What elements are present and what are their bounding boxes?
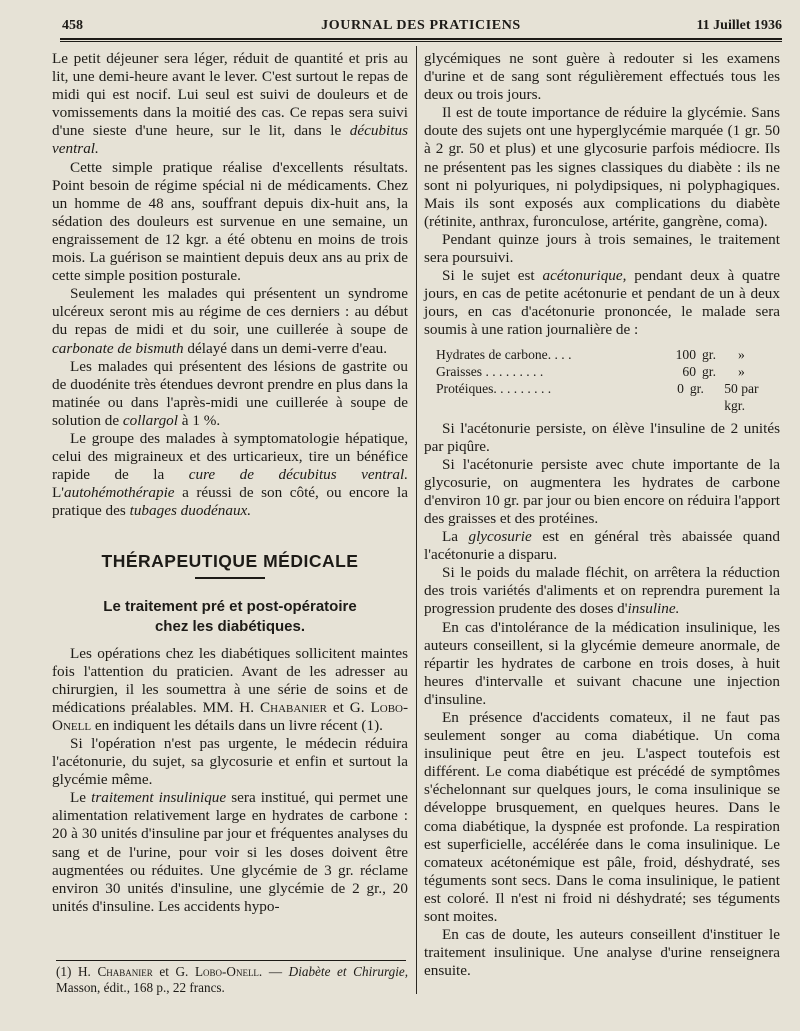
ration-extra: 50 par kgr. [724,380,759,413]
author-name: Lobo-Onell [52,698,409,734]
ration-extra: » [738,363,745,379]
paragraph [52,735,408,789]
journal-title: JOURNAL DES PRATICIENS [321,18,521,33]
book-title: Diabète et Chirurgie, [288,964,409,979]
text: Si l'opération n'est pas urgente, le médecin réduira l'acétonurie, du sujet, sa glycosurie et enfin et surtout la glycémie même. [52,735,408,789]
ration-label: Hydrates de carbone. . . . [436,346,572,362]
text: Seulement les malades qui présentent un syndrome ulcéreux seront mis au régime de ces derniers : au début du repas de midi et du soir, une cuillerée à soupe de [52,285,408,339]
ration-row [436,363,780,380]
text: (1) H. [56,964,91,979]
header-rule [60,38,782,40]
running-header [60,14,782,38]
text: Les malades qui présentent des lésions de gastrite ou de duodénite très étendues devront prendre en plus dans la matinée ou dans l'après-midi une cuillerée à soupe de solution de [52,357,408,429]
text: Si l'acétonurie persiste avec chute importante de la glycosurie, on augmentera les hydrates de carbone d'environ 10 gr. par jour ou bien encore on réduira l'apport des graisses et des protéines. [424,455,780,527]
footnote [56,964,408,996]
ration-row [436,380,780,414]
emphasis: autohémothérapie [64,484,175,502]
section-rule [195,577,265,579]
ration-value: 0 [677,380,684,396]
text: délayé dans un demi-verre d'eau. [187,339,388,357]
ration-row [436,346,780,363]
paragraph [424,104,780,231]
ration-table [436,346,780,414]
emphasis: tubages duodénaux. [129,502,252,520]
paragraph [424,50,780,104]
text: sera institué, qui permet une alimentation relativement large en hydrates de carbone : 20 à 30 unités d'insuline par jour et fréquentes analyses du sang et de l'urine, pour voir si les doses doivent être augmentées ou réduites. Une glycémie de 3 gr. réclame environ 30 unités d'insuline, une glycémie de 2 gr., 20 unités d'insuline. Les accidents hypo- [52,789,409,915]
text: Si le poids du malade fléchit, on arrêtera la réduction des trois variétés d'aliments et on reprendra purement la progression prudente des doses d' [424,564,780,618]
paragraph [424,926,780,980]
article-title-line: chez les diabétiques. [154,617,306,635]
text: pendant deux à quatre jours, en cas de petite acétonurie et pendant de un à deux jours, en cas d'acétonurie prononcée, le malade sera soumis à une ration journalière de : [424,267,781,339]
right-column [424,50,780,980]
ration-extra: » [738,346,745,362]
ration-value: 100 [675,346,696,362]
emphasis: carbonate de bismuth [52,339,184,357]
emphasis: glycosurie [468,528,532,546]
text: La [442,528,459,546]
text: Les opérations chez les diabétiques sollicitent maintes fois l'attention du praticien. Avant de les adresser au chirurgien, il les soumettra à une série de soins et de médications préalables. MM. H. [52,644,408,716]
section-heading: THÉRAPEUTIQUE MÉDICALE [101,551,359,572]
paragraph [52,645,408,735]
text: et G. [332,698,365,716]
text: et G. [159,964,189,979]
paragraph [424,564,780,618]
text: Masson, édit., 168 p., 22 francs. [56,980,225,995]
page-number: 458 [62,18,83,33]
text: Le [70,789,87,807]
paragraph [52,358,408,430]
ration-label: Graisses . . . . . . . . . [436,363,544,379]
text: Si le sujet est [442,267,535,285]
left-column [52,50,408,916]
emphasis: traitement insulinique [91,789,227,807]
article-title-line: Le traitement pré et post-opératoire [103,597,357,615]
text: L' [52,484,65,502]
article-title [52,597,408,637]
text: en indiquent les détails dans un livre récent (1). [94,716,383,734]
emphasis: collargol [122,411,178,429]
paragraph [424,709,780,926]
paragraph [424,528,780,564]
text: a réussi de son côté, ou encore la pratique des [52,484,408,520]
text: Cette simple pratique réalise d'excellents résultats. Point besoin de régime spécial ni de médicaments. Chez un homme de 48 ans, souffrant depuis dix-huit ans, la sédation des douleurs est survenue en une semaine, un engraissement de 12 kgr. a été obtenu en moins de trois mois. La guérison se maintient depuis deux ans au prix de cette simple position posturale. [52,158,408,285]
text: — [268,964,283,979]
paragraph [52,430,408,520]
paragraph [424,420,780,456]
text: En cas de doute, les auteurs conseillent d'instituer le traitement insulinique. Une analyse d'urine renseignera ensuite. [424,926,780,980]
ration-unit: gr. [702,346,716,362]
text: glycémiques ne sont guère à redouter si les examens d'urine et de sang sont régulièrement effectués tous les deux ou trois jours. [424,50,780,104]
footnote-rule [56,960,406,961]
author-name: Lobo-Onell. [194,964,263,979]
text: Le groupe des malades à symptomatologie hépatique, celui des migraineux et des urticarieux, tire un bénéfice rapide de la [52,429,408,484]
text: à 1 %. [181,411,221,429]
text: est en général très abaissée quand l'acétonurie a disparu. [424,528,780,564]
header-rule-thin [60,41,782,42]
text: Si l'acétonurie persiste, on élève l'insuline de 2 unités par piqûre. [424,419,780,455]
text: En présence d'accidents comateux, il ne faut pas seulement songer au coma diabétique. Un coma insulinique peut être en jeu. L'aspect toutefois est différent. Le coma diabétique est précédé de symptômes s'échelonnant sur quelques jours, le coma insulinique se développe brusquement, en quelques heures. Dans le coma diabétique, la dyspnée est profonde. La respiration est superficielle, accélérée dans le coma insulinique. Le comateux acétonémique est pâle, froid, déshydraté, ses téguments sont secs. Dans le coma insulinique, le patient est coloré. Il n'est ni froid ni déshydraté; ses téguments sont moites. [424,709,780,926]
paragraph [52,789,408,916]
author-name: Chabanier [97,964,153,979]
author-name: Chabanier [260,698,327,716]
paragraph [424,231,780,267]
emphasis: acétonurique, [542,267,627,285]
ration-unit: gr. [702,363,716,379]
paragraph [52,159,408,286]
paragraph [52,50,408,159]
ration-unit: gr. [689,380,704,396]
emphasis: décubitus ventral. [52,122,409,158]
paragraph [424,267,780,339]
text: En cas d'intolérance de la médication insulinique, les auteurs conseillent, si la glycémie demeure anormale, de répartir les hydrates de carbone en trois doses, à huit heures d'intervalle et suivant chacune une injection d'insuline. [424,618,780,708]
paragraph [424,456,780,528]
text: Le petit déjeuner sera léger, réduit de quantité et pris au lit, une demi-heure avant le lever. C'est surtout le repas de midi qui est nocif. Lui seul est suivi de douleurs et de vomissements dans la moitié des cas. Ce repas sera suivi d'une sieste d'une heure, sur le lit, dans le [52,50,408,140]
ration-value: 60 [682,363,696,379]
ration-label: Protéiques. . . . . . . . . [436,380,552,396]
text: Pendant quinze jours à trois semaines, le traitement sera poursuivi. [424,230,780,267]
paragraph [52,285,408,357]
column-divider [416,46,417,994]
paragraph [424,619,780,709]
emphasis: insuline. [627,600,680,618]
issue-date: 11 Juillet 1936 [696,18,782,33]
emphasis: cure de décubitus ventral. [188,466,408,484]
text: Il est de toute importance de réduire la glycémie. Sans doute des sujets ont une hyperglycémie marquée (1 gr. 50 à 2 gr. 50 et plus) et une glycosurie parfois médiocre. Ils ne présentent pas les signes classiques du diabète : ils ne sont ni polyuriques, ni polydipsiques, ni polyphagiques. Mais ils sont exposés aux complications du diabète (rétinite, anthrax, furonculose, artérite, gangrène, coma). [424,104,780,230]
